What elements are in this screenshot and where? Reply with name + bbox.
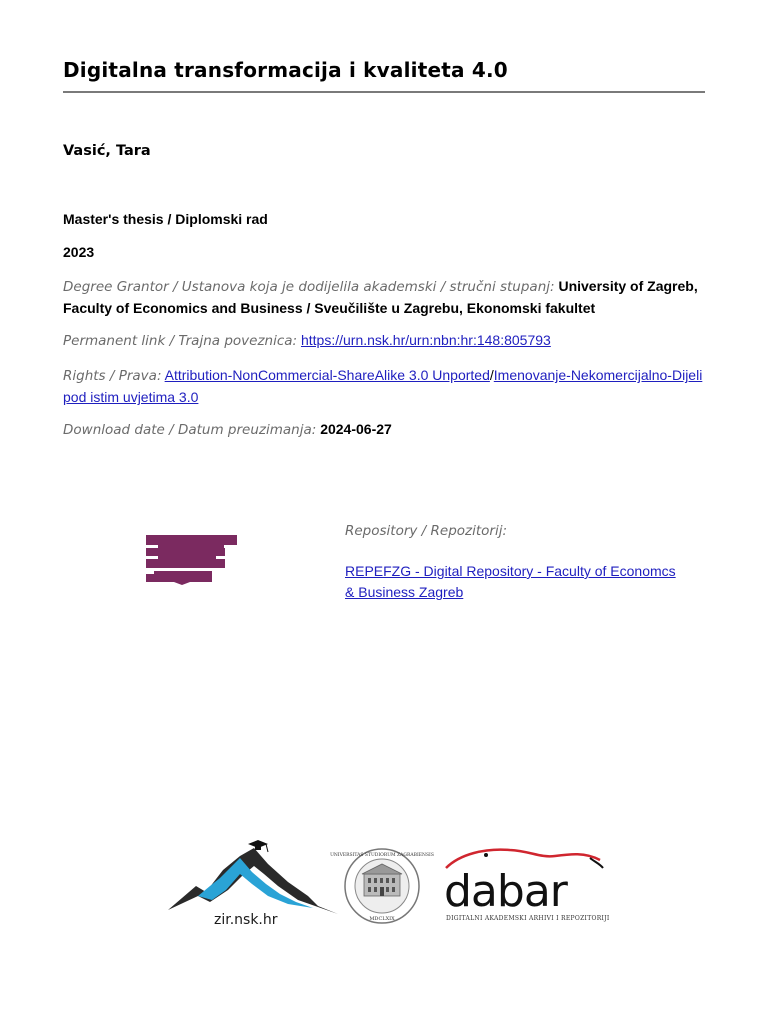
dabar-wordmark: dabar — [444, 866, 567, 917]
permanent-link[interactable]: https://urn.nsk.hr/urn:nbn:hr:148:805793 — [300, 332, 551, 348]
download-date-row — [63, 419, 703, 441]
permanent-link-row — [63, 330, 703, 352]
efzg-logo-icon — [146, 535, 238, 591]
document-title: Digitalna transformacija i kvaliteta 4.0 — [63, 58, 508, 82]
permanent-link-label: Permanent link / Trajna poveznica: — [63, 333, 298, 349]
author-name: Vasić, Tara — [63, 143, 151, 159]
seal-year: MDCLXIX — [369, 916, 395, 922]
rights-label: Rights / Prava: — [63, 368, 162, 384]
zir-text: zir.nsk.hr — [214, 912, 278, 928]
zir-logo-icon — [168, 838, 343, 932]
thesis-year: 2023 — [63, 244, 95, 260]
degree-grantor-value: University of Zagreb, Faculty of Economics and Business / Sveučilište u Zagrebu, Ekonomski fakultet — [63, 278, 698, 316]
repository-label: Repository / Repozitorij: — [345, 523, 508, 539]
university-seal-icon — [330, 846, 434, 930]
repository-link-row — [345, 561, 685, 603]
download-date-value: 2024-06-27 — [320, 421, 392, 437]
rights-link-hr[interactable]: Imenovanje-Nekomercijalno-Dijeli pod istim uvjetima 3.0 — [63, 367, 703, 405]
repository-link[interactable]: REPEFZG - Digital Repository - Faculty of Economcs & Business Zagreb — [345, 563, 676, 600]
degree-grantor-row — [63, 276, 703, 319]
seal-text: UNIVERSITAS STUDIORUM ZAGRABIENSIS — [330, 853, 434, 858]
dabar-subtitle: DIGITALNI AKADEMSKI ARHIVI I REPOZITORIJI — [446, 915, 610, 922]
thesis-type: Master's thesis / Diplomski rad — [63, 211, 268, 227]
rights-separator: / — [489, 367, 494, 383]
title-divider — [63, 91, 705, 93]
degree-grantor-label: Degree Grantor / Ustanova koja je dodijelila akademski / stručni stupanj: — [63, 279, 555, 295]
rights-row — [63, 365, 703, 408]
rights-link-en[interactable]: Attribution-NonCommercial-ShareAlike 3.0 Unported — [164, 367, 490, 383]
download-date-label: Download date / Datum preuzimanja: — [63, 422, 317, 438]
